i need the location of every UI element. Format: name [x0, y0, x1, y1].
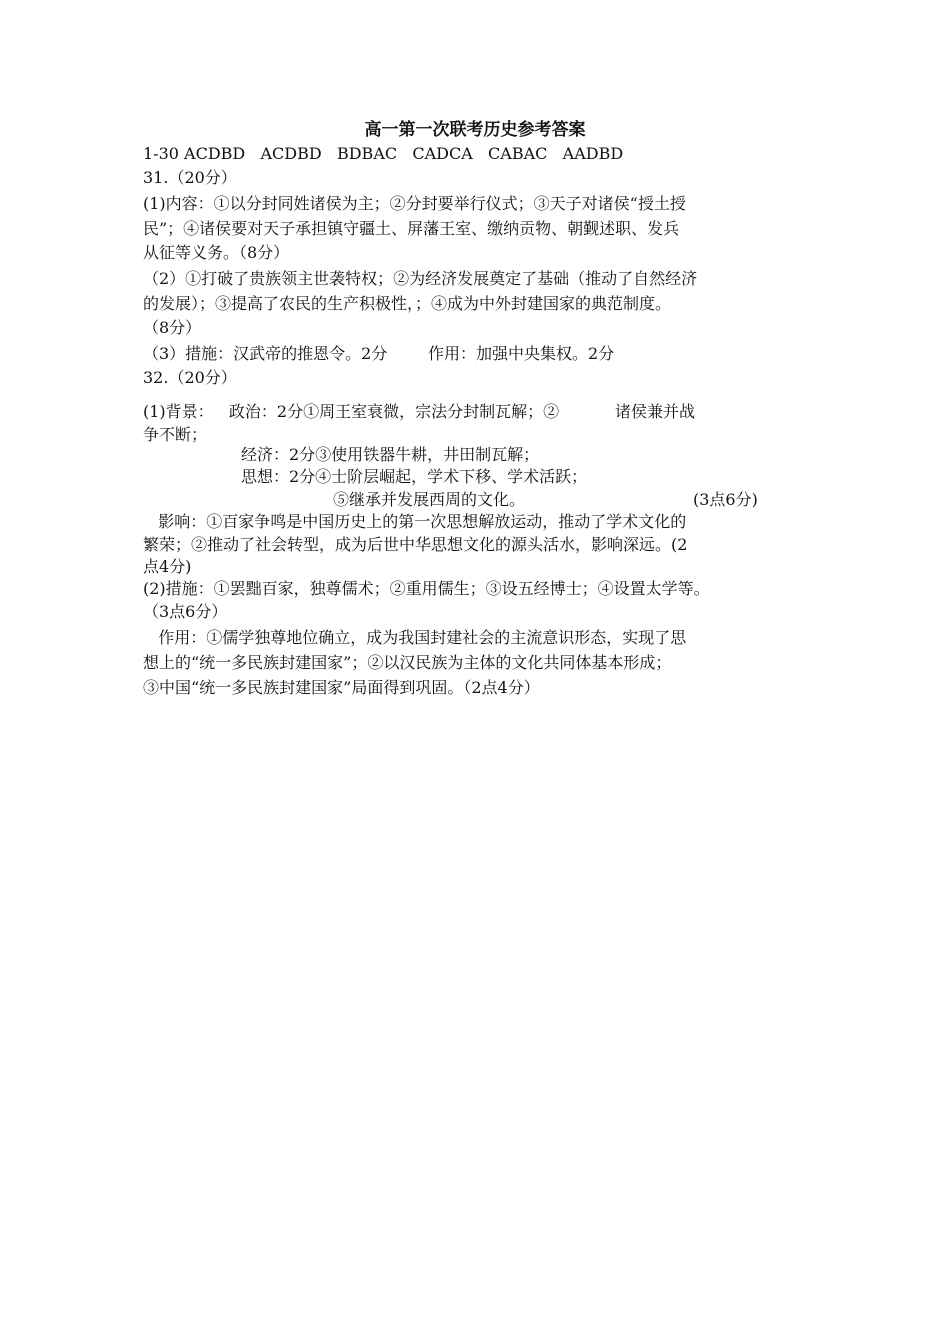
- q32-effect-line1: 作用：①儒学独尊地位确立，成为我国封建社会的主流意识形态，实现了思: [143, 628, 687, 647]
- document-title: 高一第一次联考历史参考答案: [364, 120, 586, 140]
- q31-part3-line1: （3）措施：汉武帝的推恩令。2分 作用：加强中央集权。2分: [143, 344, 615, 363]
- q32-influence-line3: 点4分): [143, 557, 192, 576]
- q32-background-line5: ⑤继承并发展西周的文化。: [333, 490, 526, 509]
- q31-part2-line1: （2）①打破了贵族领主世袭特权；②为经济发展奠定了基础（推动了自然经济: [143, 269, 698, 288]
- multiple-choice-answers: 1-30 ACDBD ACDBD BDBAC CADCA CABAC AADBD: [143, 144, 624, 163]
- q32-effect-line3: ③中国“统一多民族封建国家”局面得到巩固。（2点4分）: [143, 678, 540, 697]
- q32-background-line1: (1)背景： 政治：2分①周王室衰微，宗法分封制瓦解；② 诸侯兼并战: [143, 402, 696, 421]
- q32-heading: 32.（20分）: [143, 368, 237, 387]
- q32-effect-line2: 想上的“统一多民族封建国家”；②以汉民族为主体的文化共同体基本形成；: [143, 653, 672, 672]
- q31-part1-line2: 民”；④诸侯要对天子承担镇守疆土、屏藩王室、缴纳贡物、朝觐述职、发兵: [143, 219, 680, 238]
- q31-heading: 31.（20分）: [143, 168, 237, 187]
- q31-part1-line1: (1)内容：①以分封同姓诸侯为主；②分封要举行仪式；③天子对诸侯“授土授: [143, 194, 686, 213]
- q32-background-line4: 思想：2分④士阶层崛起，学术下移、学术活跃；: [241, 467, 588, 486]
- q32-measures-line1: (2)措施：①罢黜百家，独尊儒术；②重用儒生；③设五经博士；④设置太学等。: [143, 579, 710, 598]
- q32-background-line2: 争不断；: [143, 425, 208, 444]
- q32-influence-line1: 影响：①百家争鸣是中国历史上的第一次思想解放运动，推动了学术文化的: [143, 512, 687, 531]
- q32-influence-line2: 繁荣；②推动了社会转型，成为后世中华思想文化的源头活水，影响深远。(2: [143, 535, 688, 554]
- q31-part2-line3: （8分）: [143, 318, 202, 337]
- q31-part1-line3: 从征等义务。（8分）: [143, 243, 290, 262]
- q31-part2-line2: 的发展）；③提高了农民的生产积极性，；④成为中外封建国家的典范制度。: [143, 294, 672, 313]
- q32-background-line3: 经济：2分③使用铁器牛耕，井田制瓦解；: [241, 445, 540, 464]
- q32-measures-line2: （3点6分）: [143, 602, 228, 621]
- q32-background-score: (3点6分): [693, 490, 758, 509]
